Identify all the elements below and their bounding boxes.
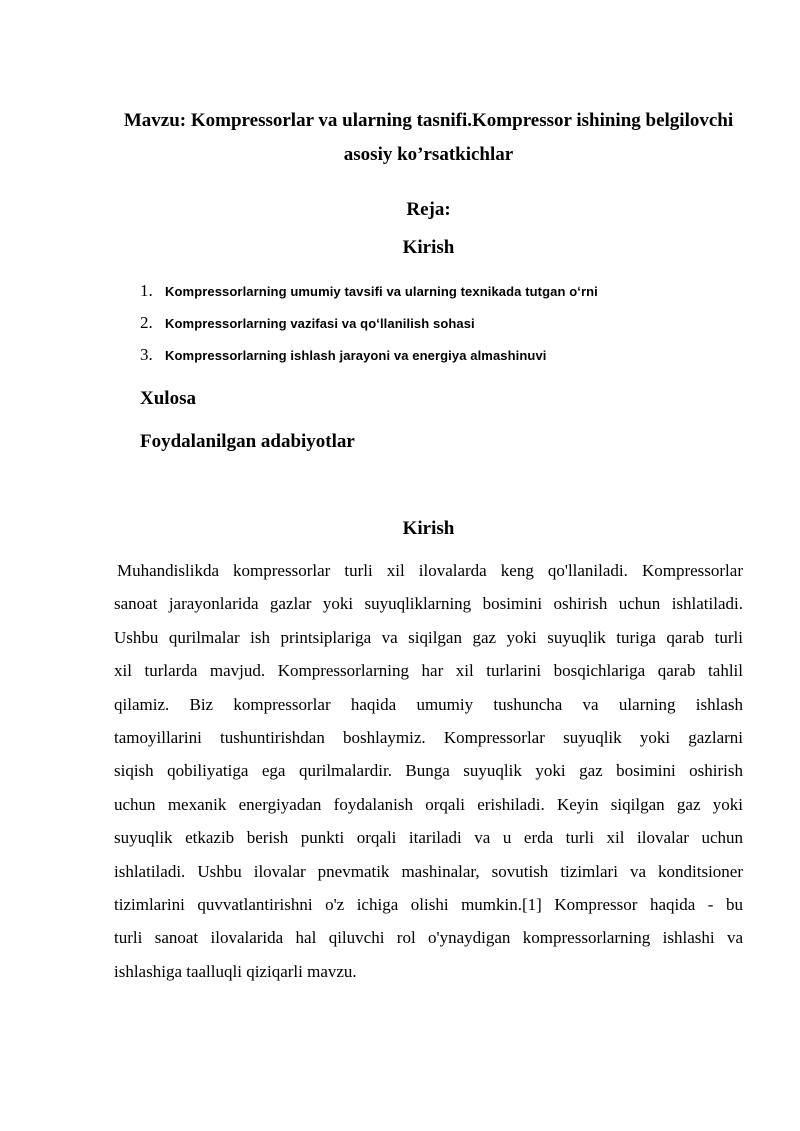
plan-item-2 [140,307,743,339]
text-line: Mavzu: Kompressorlar va ularning tasnifi.Kompressor ishining belgilovchi [123,110,734,131]
conclusion-heading: Xulosa [140,388,196,409]
text-line: ishlatiladi. Ushbu ilovalar pnevmatik mashinalar, sovutish tizimlari va konditsioner [114,861,743,881]
text-line: tamoyillarini tushuntirishdan boshlaymiz. Kompressorlar suyuqlik yoki gazlarni [114,727,743,747]
plan-list [114,275,743,371]
text-line: Muhandislikda kompressorlar turli xil ilovalarda keng qo'llaniladi. Kompressorlar [117,561,743,580]
plan-item-text: Kompressorlarning ishlash jarayoni va energiya almashinuvi [165,348,547,363]
section-heading-kirish: Kirish [402,518,455,539]
plan-item-number: 3. [140,345,153,364]
text-line: xil turlarda mavjud. Kompressorlarning har xil turlarini bosqichlariga qarab tahlil [114,661,743,681]
document-title [114,104,743,172]
references-heading: Foydalanilgan adabiyotlar [140,431,355,452]
plan-label: Reja: [406,199,451,220]
text-line: asosiy ko’rsatkichlar [343,144,514,165]
plan-item-3 [140,339,743,371]
plan-item-text: Kompressorlarning umumiy tavsifi va ularning texnikada tutgan oʻrni [165,284,598,299]
text-line: uchun mexanik energiyadan foydalanish orqali erishiladi. Keyin siqilgan gaz yoki [114,794,743,814]
text-line: suyuqlik etkazib berish punkti orqali itariladi va u erda turli xil ilovalar uchun [114,828,743,848]
text-line: siqish qobiliyatiga ega qurilmalardir. Bunga suyuqlik yoki gaz bosimini oshirish [114,761,743,781]
text-line: sanoat jarayonlarida gazlar yoki suyuqliklarning bosimini oshirish uchun ishlatiladi. [114,594,743,614]
text-line: turli sanoat ilovalarida hal qiluvchi rol o'ynaydigan kompressorlarning ishlashi va [114,928,743,948]
plan-item-number: 2. [140,313,153,332]
text-line: ishlashiga taalluqli qiziqarli mavzu. [114,961,357,981]
text-line: tizimlarini quvvatlantirishni o'z ichiga olishi mumkin.[1] Kompressor haqida - bu [114,894,743,914]
plan-item-text: Kompressorlarning vazifasi va qoʻllanilish sohasi [165,316,475,331]
text-line: Ushbu qurilmalar ish printsiplariga va siqilgan gaz yoki suyuqlik turiga qarab turli [114,627,743,647]
plan-item-number: 1. [140,281,153,300]
plan-heading-kirish: Kirish [402,237,455,258]
plan-item-1 [140,275,743,307]
text-line: qilamiz. Biz kompressorlar haqida umumiy tushuncha va ularning ishlash [114,694,743,714]
intro-paragraph [114,554,743,988]
